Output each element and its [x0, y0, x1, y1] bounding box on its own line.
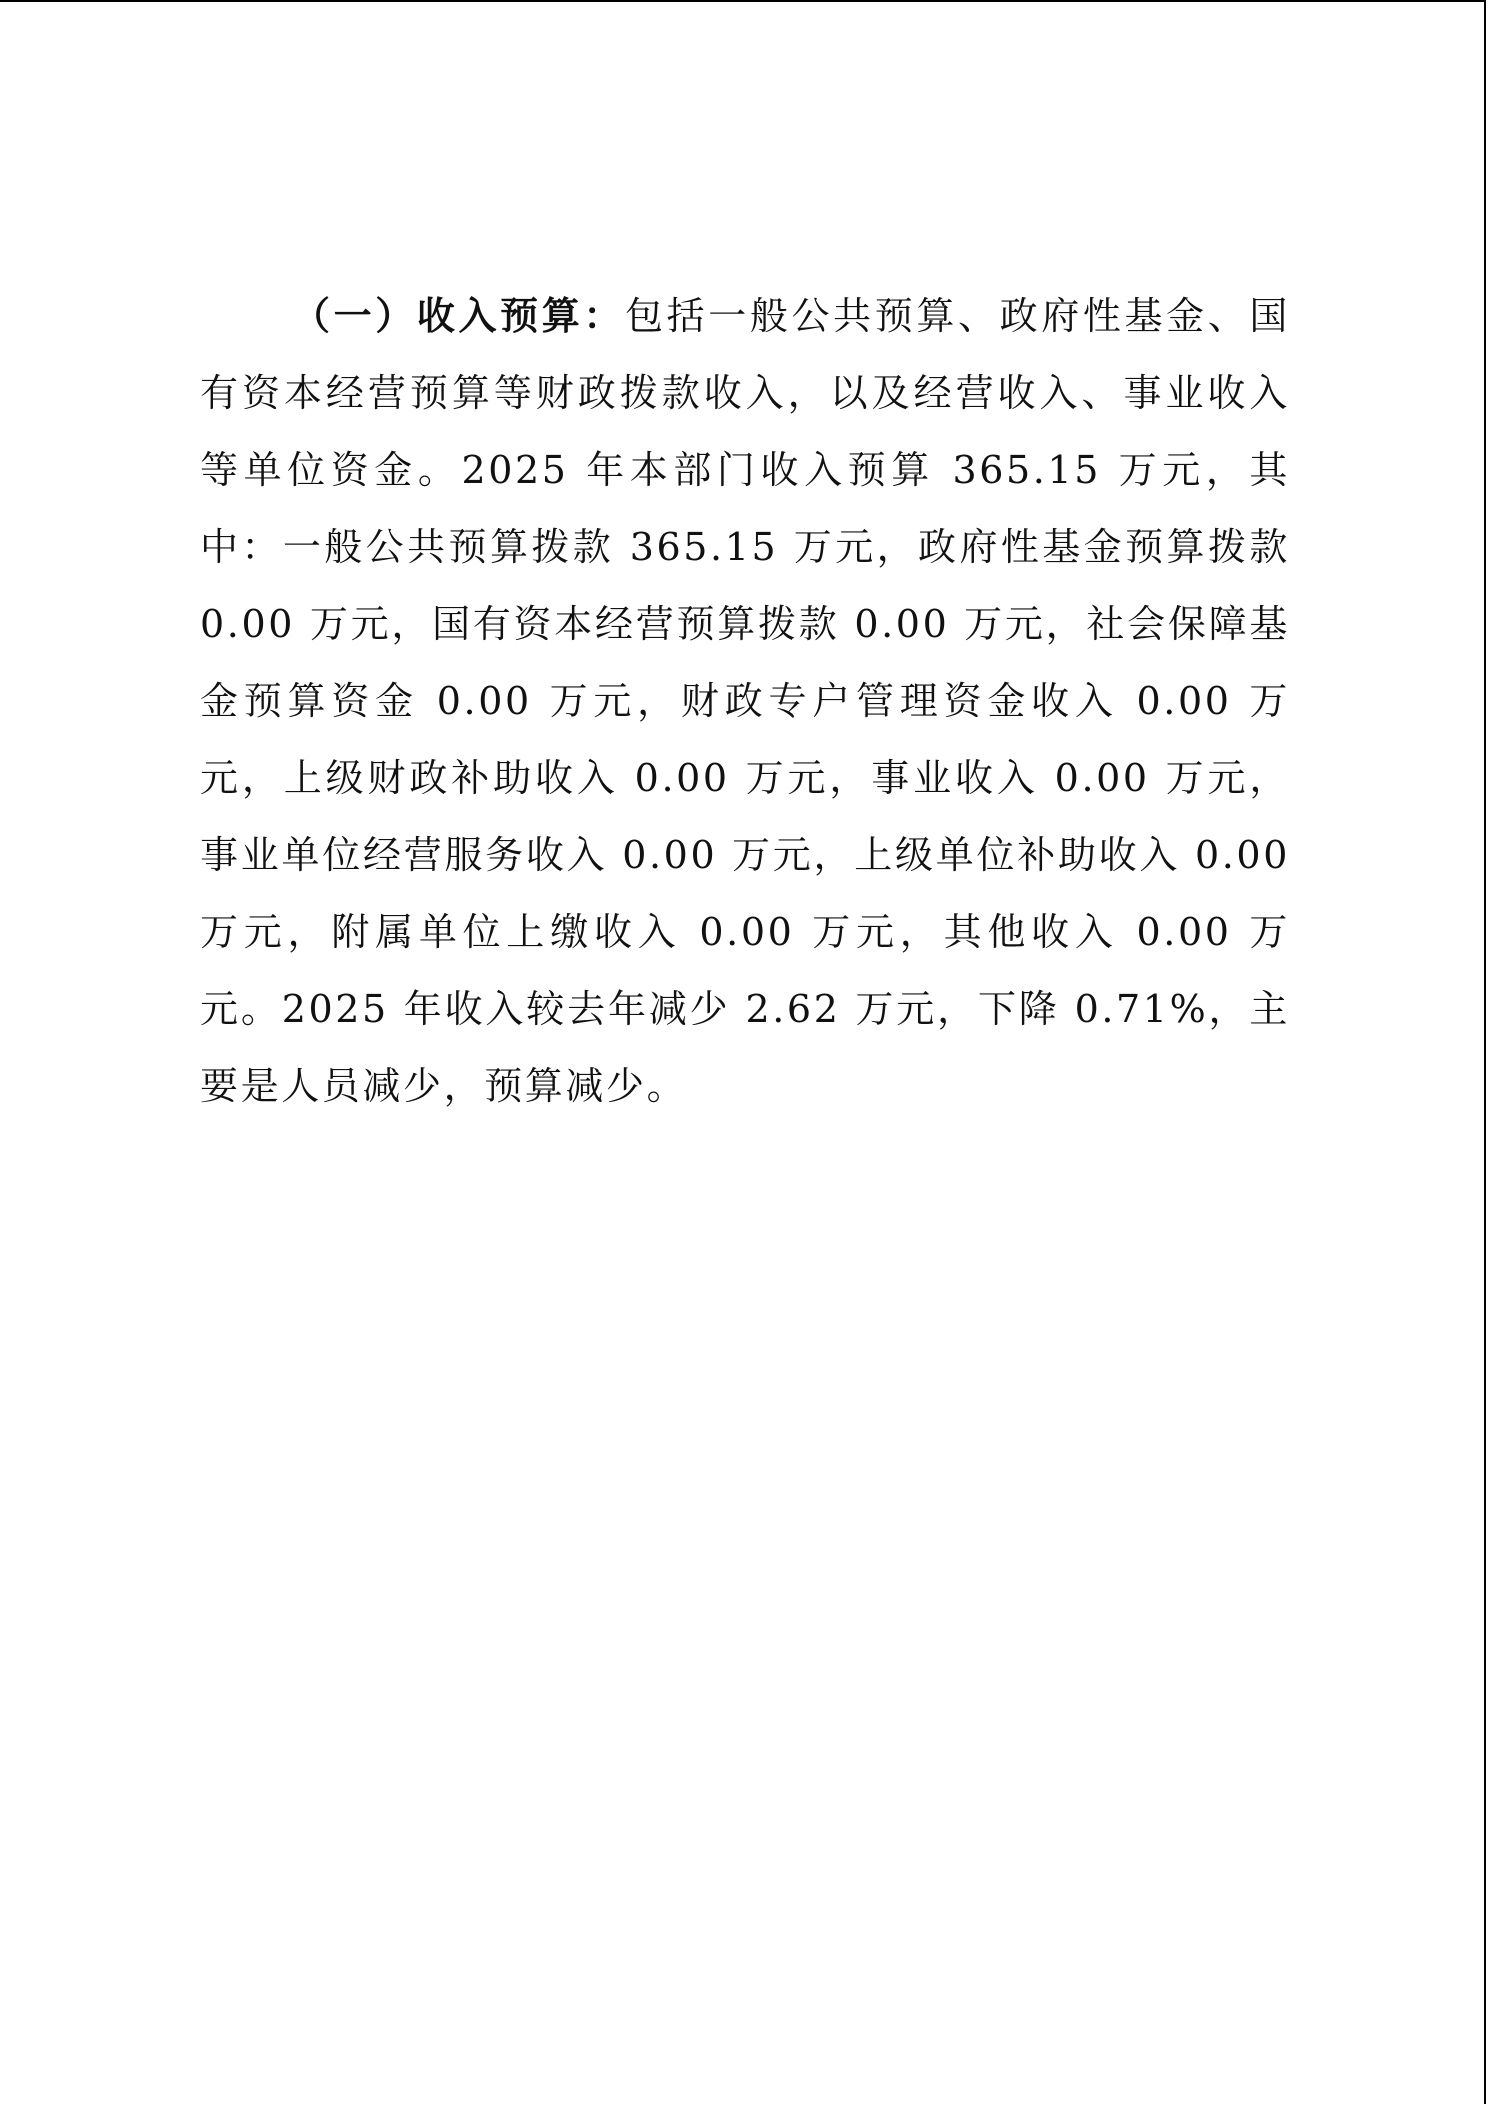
income-budget-paragraph: [200, 278, 1290, 1125]
section-heading: （一）收入预算：: [292, 294, 626, 338]
paragraph-body: 包括一般公共预算、政府性基金、国有资本经营预算等财政拨款收入，以及经营收入、事业收入等单位资金。2025 年本部门收入预算 365.15 万元，其中：一般公共预算拨款 365.15 万元，政府性基金预算拨款 0.00 万元，国有资本经营预算拨款 0.00 万元，社会保障基金预算资金 0.00 万元，财政专户管理资金收入 0.00 万元，上级财政补助收入 0.00 万元，事业收入 0.00 万元，事业单位经营服务收入 0.00 万元，上级单位补助收入 0.00 万元，附属单位上缴收入 0.00 万元，其他收入 0.00 万元。2025 年收入较去年减少 2.62 万元，下降 0.71%，主要是人员减少，预算减少。: [200, 294, 1290, 1108]
